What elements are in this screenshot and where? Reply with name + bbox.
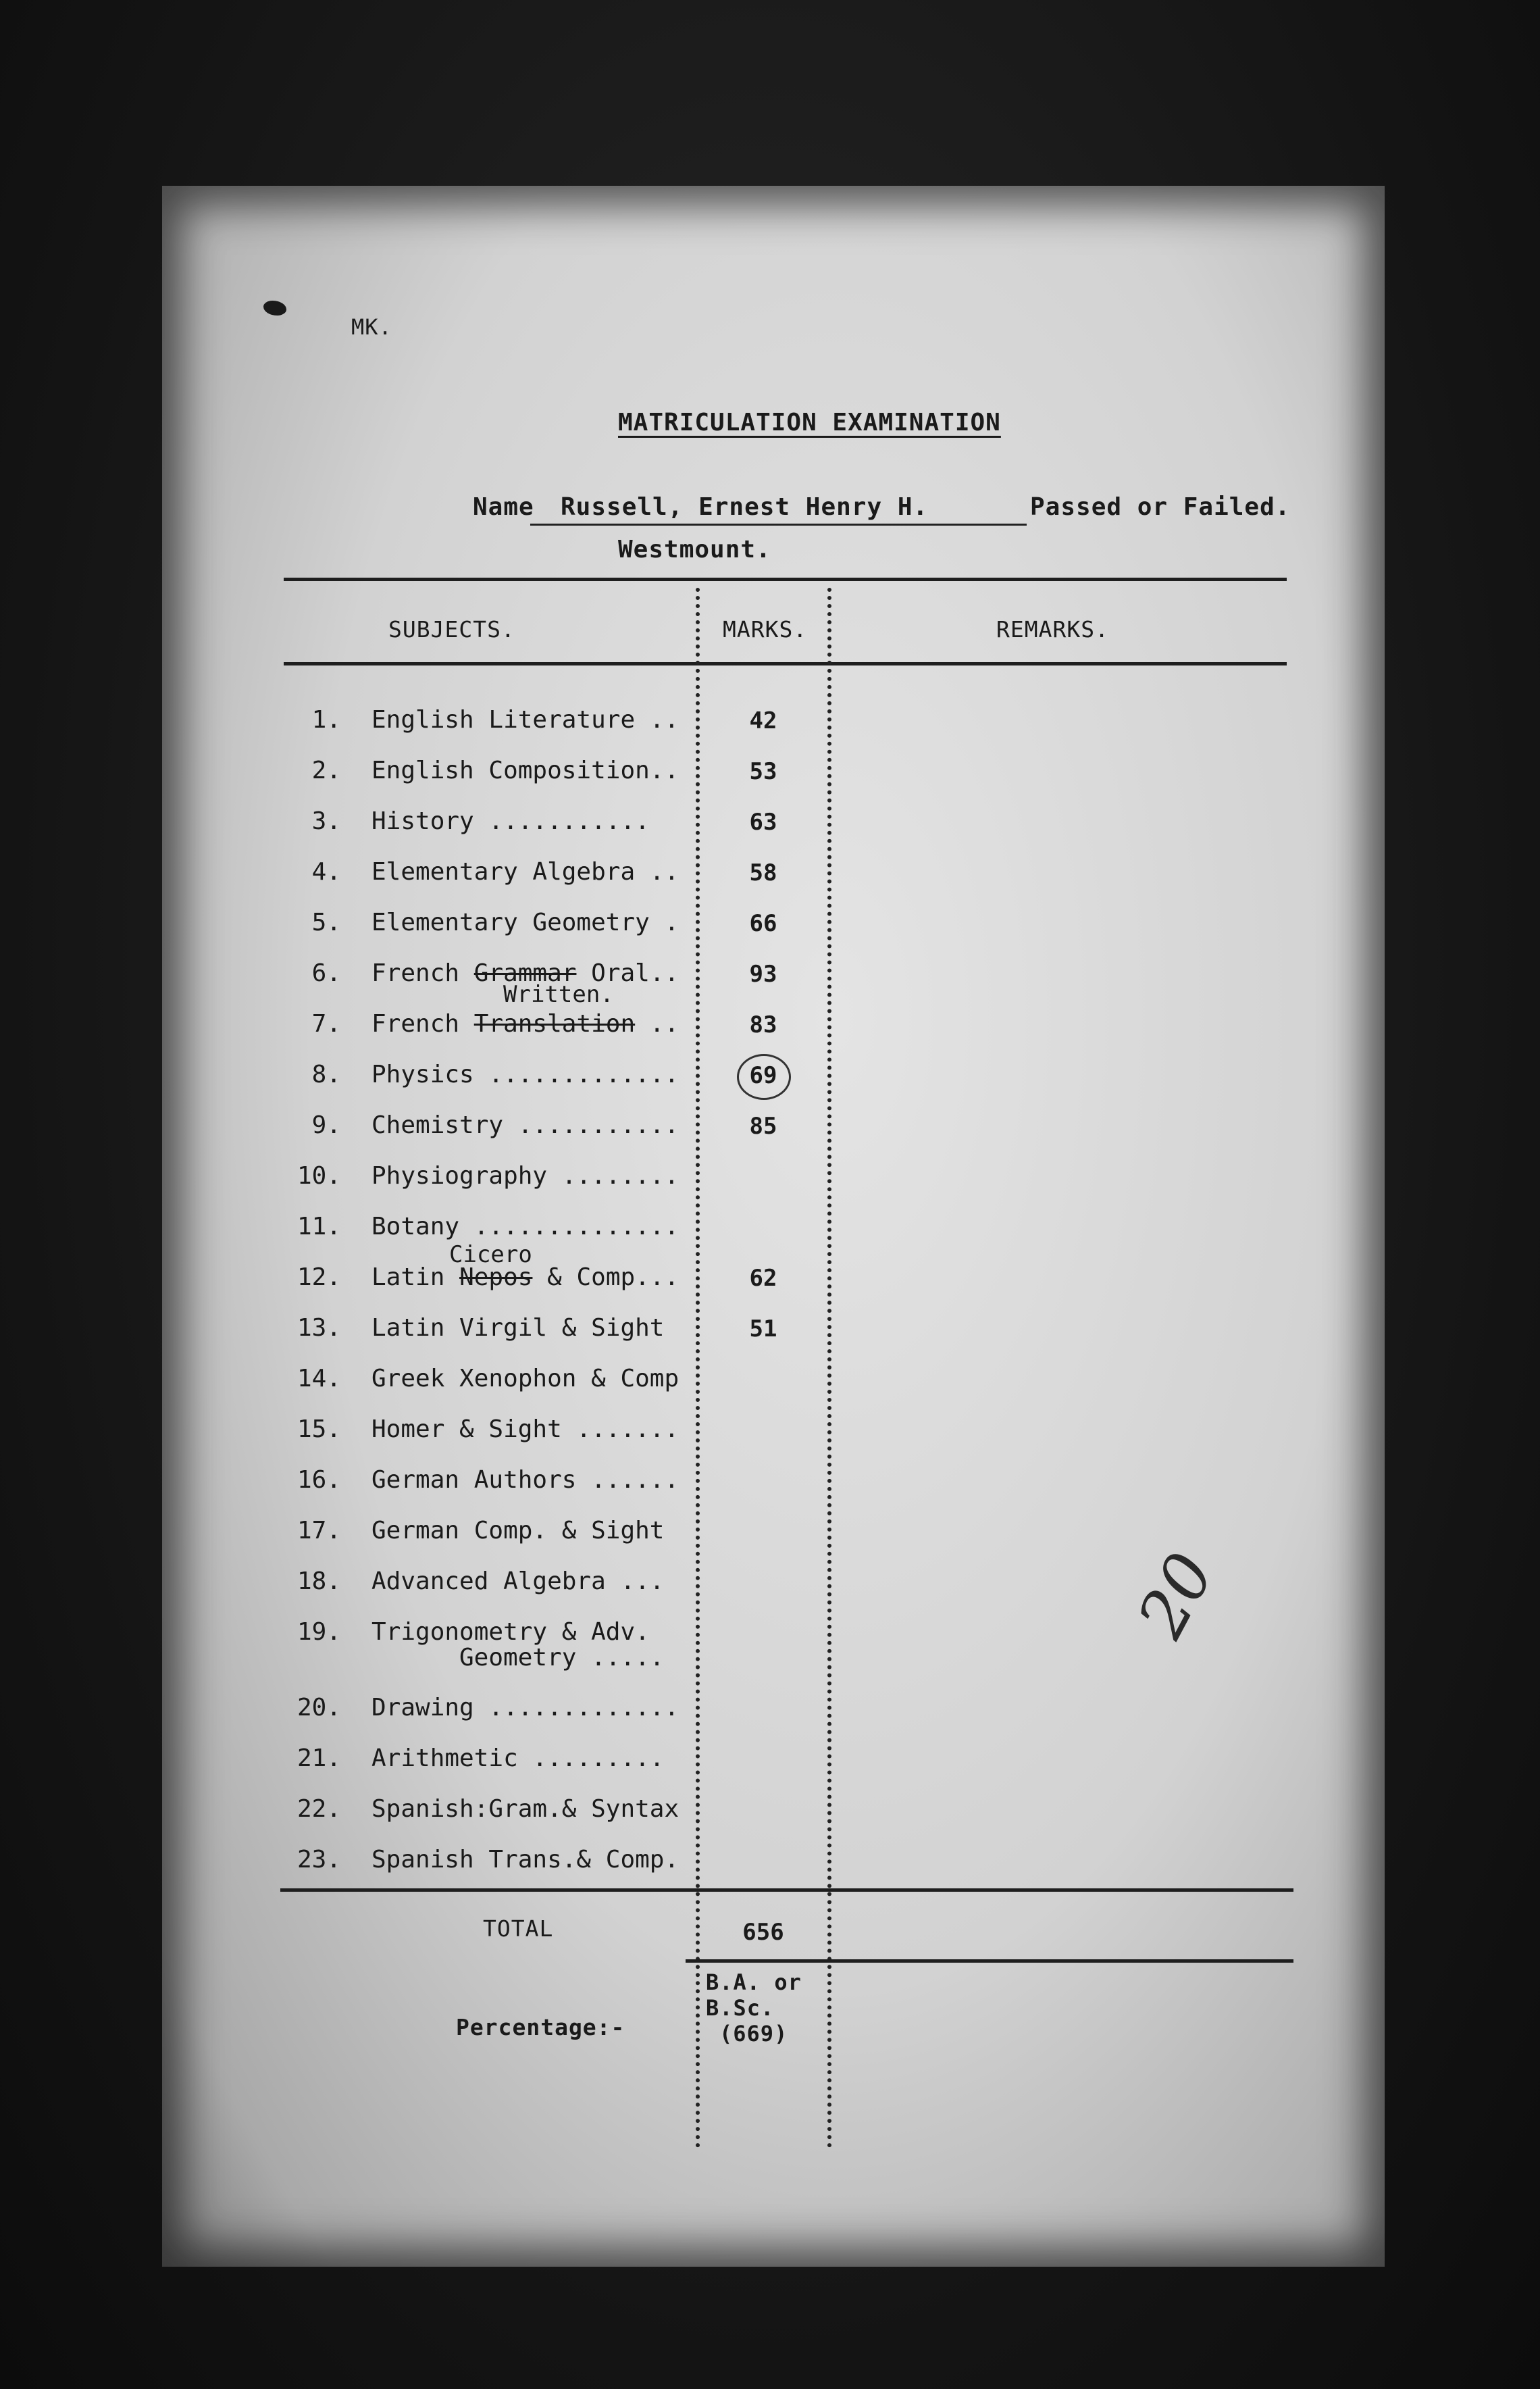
row-number: 12. (297, 1263, 341, 1291)
struck-word: Grammar (473, 959, 577, 987)
subject-name: Physics ............. (371, 1061, 679, 1088)
subject-name: German Comp. & Sight (371, 1517, 665, 1544)
subject-name (371, 1010, 679, 1038)
subject-mark: 62 (749, 1265, 777, 1292)
inserted-word: Written. (503, 981, 614, 1008)
handwritten-number: 20 (1123, 1540, 1229, 1650)
total-top-rule (280, 1888, 1293, 1892)
location: Westmount. (618, 536, 771, 563)
row-number: 1. (311, 706, 341, 734)
row-number: 4. (311, 858, 341, 886)
row-number: 5. (311, 909, 341, 936)
subject-text: French (371, 959, 460, 987)
subject-text: Latin (371, 1263, 445, 1291)
remarks-header: REMARKS. (996, 616, 1109, 643)
subject-name: Greek Xenophon & Comp (371, 1365, 679, 1392)
subject-name: Advanced Algebra ... (371, 1567, 665, 1595)
percentage-label: Percentage:- (456, 2014, 625, 2040)
subject-name: Spanish Trans.& Comp. (371, 1846, 679, 1874)
table-top-rule (284, 578, 1287, 581)
row-number: 10. (297, 1162, 341, 1190)
subject-name: Arithmetic ......... (371, 1744, 665, 1772)
subject-name: Botany .............. (371, 1213, 679, 1240)
row-number: 8. (311, 1061, 341, 1088)
struck-word: Translation (473, 1010, 636, 1038)
subject-mark: 63 (749, 809, 777, 836)
row-number: 19. (297, 1618, 341, 1646)
subjects-header: SUBJECTS. (388, 616, 515, 643)
degree-note-line2: B.Sc. (706, 1995, 775, 2021)
subject-mark: 69 (749, 1062, 777, 1089)
row-number: 3. (311, 807, 341, 835)
total-label: TOTAL (483, 1915, 554, 1942)
subject-name: Physiography ........ (371, 1162, 679, 1190)
inserted-word: Cicero (449, 1241, 532, 1268)
subject-name: German Authors ...... (371, 1466, 679, 1494)
exam-record-sheet (162, 186, 1385, 2267)
page-title: MATRICULATION EXAMINATION (618, 409, 1001, 436)
corner-code: MK. (351, 314, 392, 340)
subject-mark: 51 (749, 1315, 777, 1342)
subject-name: Homer & Sight ....... (371, 1415, 679, 1443)
subject-name: Trigonometry & Adv. (371, 1618, 650, 1646)
name-underline (530, 524, 1027, 526)
name-label: Name (473, 493, 534, 521)
row-number: 16. (297, 1466, 341, 1494)
subject-mark: 58 (749, 859, 777, 886)
subject-mark: 83 (749, 1011, 777, 1038)
subject-mark: 93 (749, 961, 777, 988)
subject-name: English Literature .. (371, 706, 679, 734)
total-bottom-rule (686, 1959, 1293, 1963)
subject-mark: 42 (749, 707, 777, 734)
struck-word: Nepos (459, 1263, 533, 1291)
subject-name-line2: Geometry ..... (459, 1644, 665, 1671)
subject-text: French (371, 1010, 460, 1038)
row-number: 23. (297, 1846, 341, 1874)
row-number: 20. (297, 1694, 341, 1721)
subject-name: Spanish:Gram.& Syntax (371, 1795, 679, 1823)
subject-name: English Composition.. (371, 757, 679, 784)
subject-name (371, 1263, 679, 1291)
candidate-name: Russell, Ernest Henry H. (561, 493, 929, 521)
subject-mark: 85 (749, 1113, 777, 1140)
subject-name: Latin Virgil & Sight (371, 1314, 665, 1342)
row-number: 17. (297, 1517, 341, 1544)
row-number: 7. (311, 1010, 341, 1038)
subject-tail: & Comp... (547, 1263, 679, 1291)
marks-header: MARKS. (723, 616, 808, 643)
pin-mark-icon (263, 301, 286, 316)
row-number: 2. (311, 757, 341, 784)
pass-fail-label: Passed or Failed. (1030, 493, 1291, 521)
row-number: 13. (297, 1314, 341, 1342)
row-number: 9. (311, 1111, 341, 1139)
subject-tail: .. (649, 1010, 679, 1038)
subject-name: Elementary Geometry . (371, 909, 679, 936)
subject-name: History ........... (371, 807, 650, 835)
row-number: 21. (297, 1744, 341, 1772)
degree-note-line1: B.A. or (706, 1969, 802, 1995)
row-number: 6. (311, 959, 341, 987)
total-value: 656 (742, 1919, 784, 1946)
row-number: 14. (297, 1365, 341, 1392)
subject-mark: 53 (749, 758, 777, 785)
subject-name: Elementary Algebra .. (371, 858, 679, 886)
degree-note-line3: (669) (719, 2021, 788, 2046)
subject-name: Drawing ............. (371, 1694, 679, 1721)
header-bottom-rule (284, 662, 1287, 665)
row-number: 18. (297, 1567, 341, 1595)
row-number: 15. (297, 1415, 341, 1443)
row-number: 11. (297, 1213, 341, 1240)
row-number: 22. (297, 1795, 341, 1823)
subject-tail: Oral.. (591, 959, 679, 987)
subject-mark: 66 (749, 910, 777, 937)
subject-name: Chemistry ........... (371, 1111, 679, 1139)
